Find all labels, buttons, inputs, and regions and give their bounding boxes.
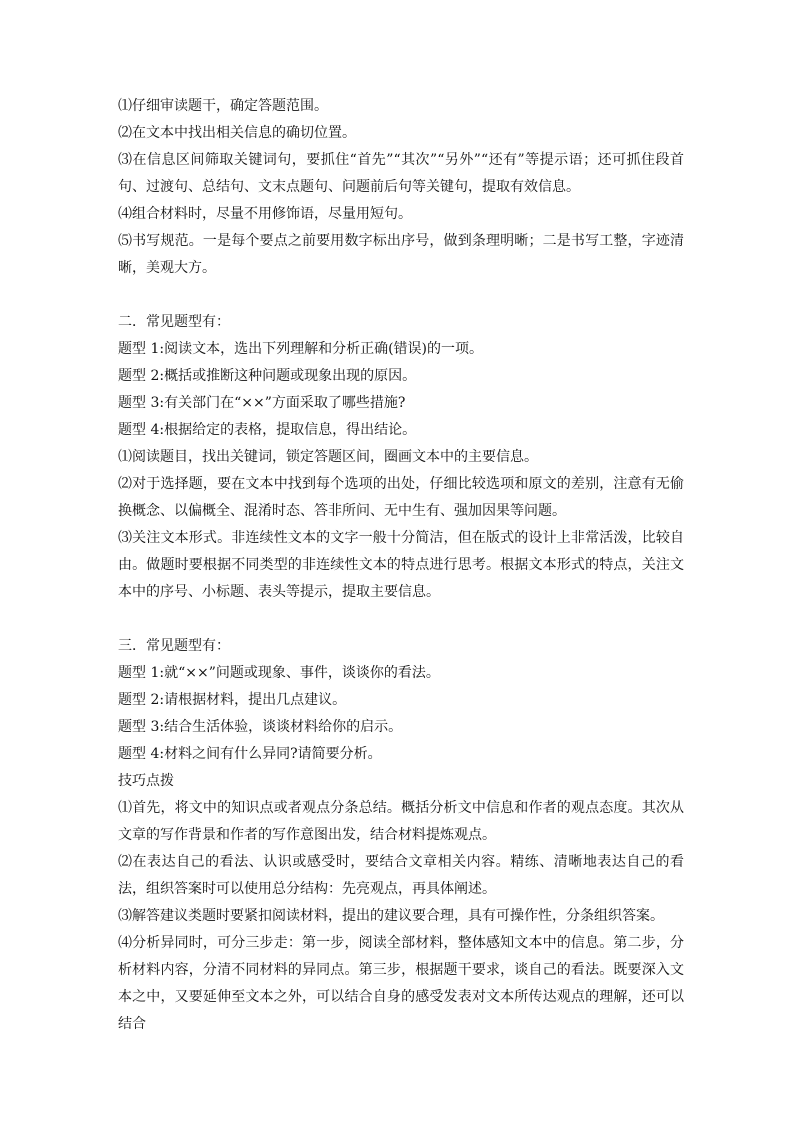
s3-tips-heading: 技巧点拨 (118, 773, 174, 789)
s2-type-1: 题型 1:阅读文本，选出下列理解和分析正确(错误)的一项。 (118, 341, 483, 357)
s1-step-5: ⑸书写规范。一是每个要点之前要用数字标出序号，做到条理明晰；二是书写工整，字迹清晰，美观大方。 (118, 233, 684, 276)
document-page (118, 93, 684, 1038)
s2-type-3: 题型 3:有关部门在“××”方面采取了哪些措施? (118, 395, 406, 411)
s3-step-4: ⑷分析异同时，可分三步走：第一步，阅读全部材料，整体感知文本中的信息。第二步，分析材料内容，分清不同材料的异同点。第三步，根据题干要求，谈自己的看法。既要深入文本之中，又要延伸至文本之外，可以结合自身的感受发表对文本所传达观点的理解，还可以结合 (118, 935, 684, 1032)
s3-step-2: ⑵在表达自己的看法、认识或感受时，要结合文章相关内容。精练、清晰地表达自己的看法，组织答案时可以使用总分结构：先亮观点，再具体阐述。 (118, 854, 684, 897)
s3-step-3: ⑶解答建议类题时要紧扣阅读材料，提出的建议要合理，具有可操作性，分条组织答案。 (118, 908, 664, 924)
s1-step-2: ⑵在文本中找出相关信息的确切位置。 (118, 125, 356, 141)
s3-type-2: 题型 2:请根据材料，提出几点建议。 (118, 692, 347, 708)
s2-type-4: 题型 4:根据给定的表格，提取信息，得出结论。 (118, 422, 417, 438)
s2-step-3: ⑶关注文本形式。非连续性文本的文字一般十分简洁，但在版式的设计上非常活泼，比较自由。做题时要根据不同类型的非连续性文本的特点进行思考。根据文本形式的特点，关注文本中的序号、小标题、表头等提示，提取主要信息。 (118, 530, 684, 600)
s1-step-3: ⑶在信息区间筛取关键词句，要抓住“首先”“其次”“另外”“还有”等提示语；还可抓住段首句、过渡句、总结句、文末点题句、问题前后句等关键句，提取有效信息。 (118, 152, 684, 195)
spacer (118, 282, 684, 309)
s3-heading: 三．常见题型有： (118, 638, 230, 654)
s2-heading: 二．常见题型有： (118, 314, 230, 330)
s3-type-1: 题型 1:就“××”问题或现象、事件，谈谈你的看法。 (118, 665, 440, 681)
s2-step-2: ⑵对于选择题，要在文本中找到每个选项的出处，仔细比较选项和原文的差别，注意有无偷换概念、以偏概全、混淆时态、答非所问、无中生有、强加因果等问题。 (118, 476, 684, 519)
spacer (118, 606, 684, 633)
s2-type-2: 题型 2:概括或推断这种问题或现象出现的原因。 (118, 368, 417, 384)
s2-step-1: ⑴阅读题目，找出关键词，锁定答题区间，圈画文本中的主要信息。 (118, 449, 538, 465)
s3-type-3: 题型 3:结合生活体验，谈谈材料给你的启示。 (118, 719, 403, 735)
s3-step-1: ⑴首先，将文中的知识点或者观点分条总结。概括分析文中信息和作者的观点态度。其次从文章的写作背景和作者的写作意图出发，结合材料提炼观点。 (118, 800, 684, 843)
s3-type-4: 题型 4:材料之间有什么异同?请简要分析。 (118, 746, 382, 762)
s1-step-1: ⑴仔细审读题干，确定答题范围。 (118, 98, 328, 114)
s1-step-4: ⑷组合材料时，尽量不用修饰语，尽量用短句。 (118, 206, 412, 222)
